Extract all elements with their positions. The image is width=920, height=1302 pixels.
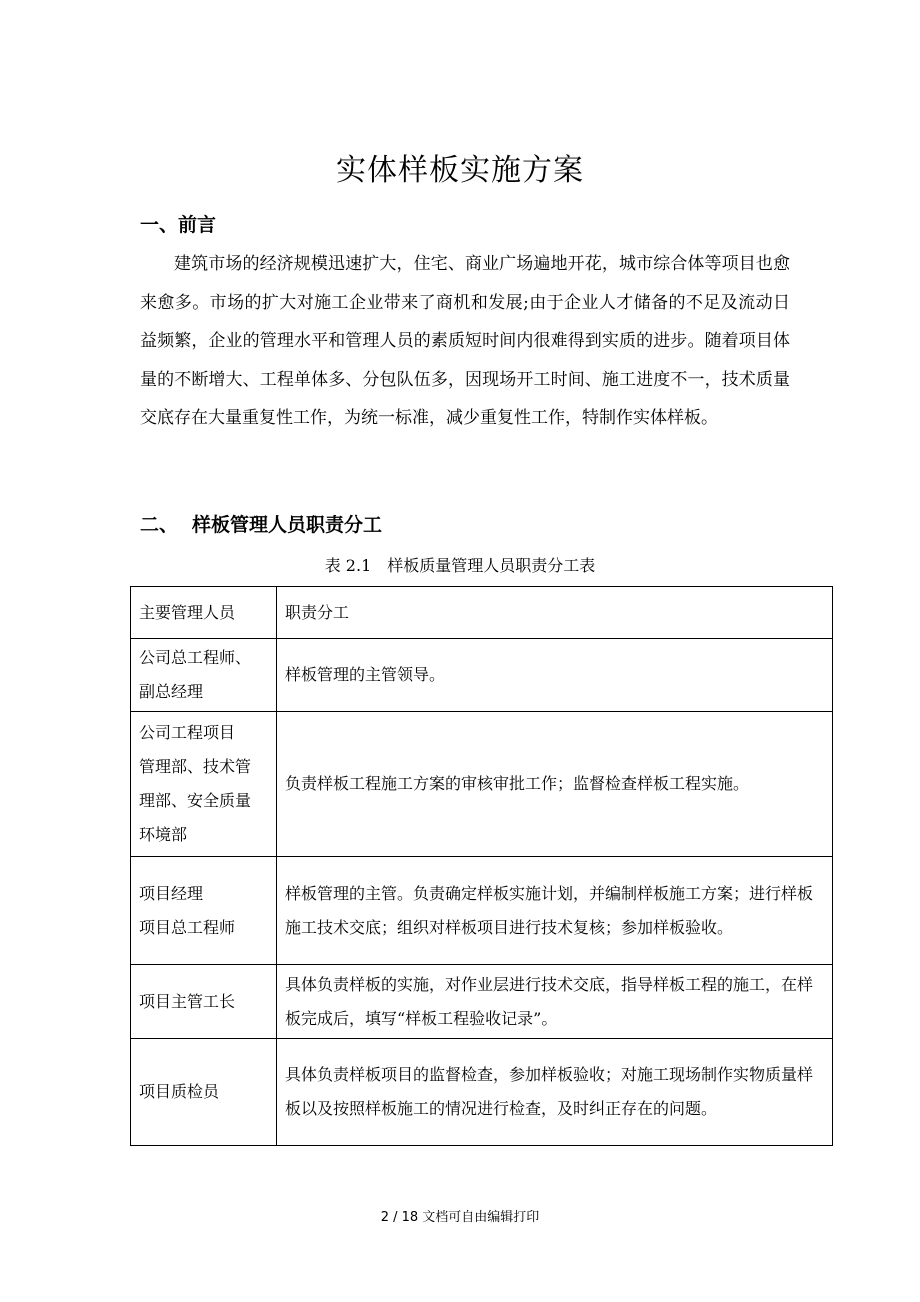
preface-paragraph: 建筑市场的经济规模迅速扩大，住宅、商业广场遍地开花，城市综合体等项目也愈来愈多。市场的扩大对施工企业带来了商机和发展;由于企业人才储备的不足及流动日益频繁，企业的管理水平和管理人员的素质短时间内很难得到实质的进步。随着项目体量的不断增大、工程单体多、分包队伍多，因现场开工时间、施工进度不一，技术质量交底存在大量重复性工作，为统一标准，减少重复性工作，特制作实体样板。 bbox=[140, 254, 790, 428]
section-number: 二、 bbox=[140, 514, 179, 536]
page-title: 实体样板实施方案 bbox=[336, 153, 584, 188]
table-caption: 表 2.1 样板质量管理人员职责分工表 bbox=[324, 556, 596, 575]
role-cell: 项目主管工长 bbox=[131, 965, 277, 1039]
role-cell: 公司总工程师、 副总经理 bbox=[131, 639, 277, 712]
table-row bbox=[131, 857, 833, 965]
role-cell: 项目质检员 bbox=[131, 1039, 277, 1146]
duty-cell: 具体负责样板项目的监督检查，参加样板验收；对施工现场制作实物质量样板以及按照样板施工的情况进行检查，及时纠正存在的问题。 bbox=[277, 1039, 833, 1146]
duty-cell: 样板管理的主管。负责确定样板实施计划，并编制样板施工方案；进行样板施工技术交底；组织对样板项目进行技术复核；参加样板验收。 bbox=[277, 857, 833, 965]
table-row bbox=[131, 639, 833, 712]
duty-cell: 样板管理的主管领导。 bbox=[277, 639, 833, 712]
duty-table bbox=[130, 586, 833, 1146]
page-footer: 2 / 18 文档可自由编辑打印 bbox=[380, 1210, 540, 1225]
header-cell-duty: 职责分工 bbox=[277, 587, 833, 639]
duty-cell: 负责样板工程施工方案的审核审批工作；监督检查样板工程实施。 bbox=[277, 712, 833, 857]
header-cell-role: 主要管理人员 bbox=[131, 587, 277, 639]
table-header-row bbox=[131, 587, 833, 639]
duty-cell: 具体负责样板的实施，对作业层进行技术交底，指导样板工程的施工，在样板完成后，填写“样板工程验收记录”。 bbox=[277, 965, 833, 1039]
section-heading-preface: 一、前言 bbox=[140, 214, 217, 236]
role-cell: 项目经理 项目总工程师 bbox=[131, 857, 277, 965]
section-heading-duties bbox=[140, 510, 382, 537]
table-row bbox=[131, 1039, 833, 1146]
section-title: 样板管理人员职责分工 bbox=[192, 514, 383, 536]
role-cell: 公司工程项目 管理部、技术管 理部、安全质量 环境部 bbox=[131, 712, 277, 857]
table-row bbox=[131, 965, 833, 1039]
table-row bbox=[131, 712, 833, 857]
